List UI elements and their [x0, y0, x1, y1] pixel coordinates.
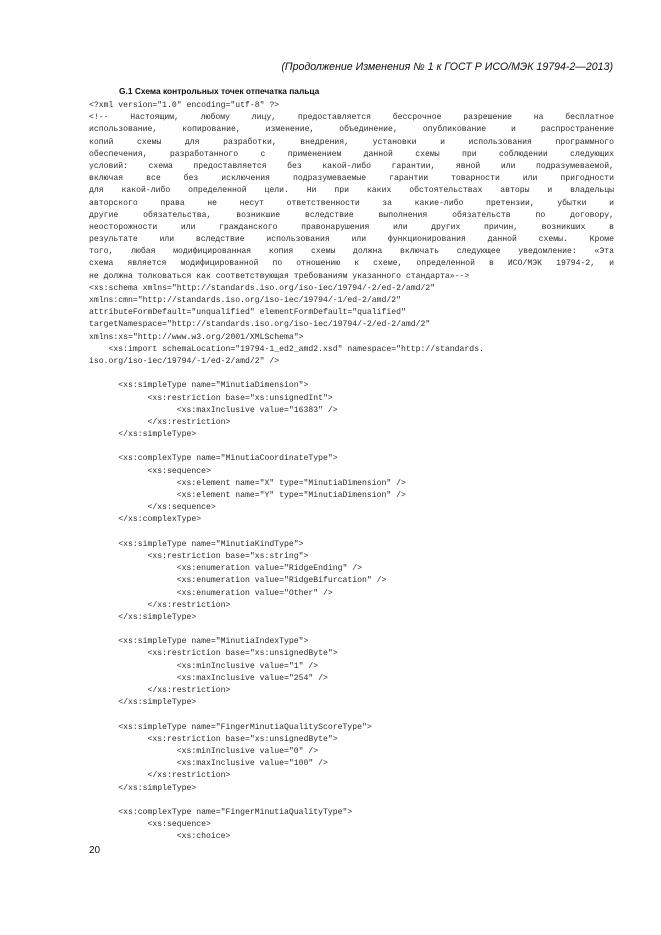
code-line: <xs:simpleType name="MinutiaDimension"> [89, 381, 309, 391]
code-line: <xs:enumeration value="RidgeEnding" /> [89, 564, 363, 574]
code-blank-line [89, 527, 614, 539]
page-number: 20 [89, 845, 101, 856]
code-blank-line [89, 795, 614, 807]
code-line: <xs:sequence> [89, 820, 211, 830]
code-line: </xs:restriction> [89, 771, 231, 781]
code-line: <xs:restriction base="xs:unsignedInt"> [89, 393, 333, 403]
code-line: <xs:maxInclusive value="254" /> [89, 673, 328, 683]
code-line: <xs:schema xmlns="http://standards.iso.org/iso-iec/19794/-2/ed-2/amd/2" [89, 283, 436, 293]
code-line: <xs:sequence> [89, 466, 211, 476]
code-line: копий схемы для разработки, внедрения, установки и использования программного [89, 137, 614, 147]
code-line: схема является модифицированной по отношению к схеме, определенной в ИСО/МЭК 19794-2, и [89, 259, 614, 269]
code-line: авторского права не несут ответственности за какие-либо претензии, убытки и [89, 198, 614, 208]
code-line: xmlns:cmn="http://standards.iso.org/iso-iec/19794/-1/ed-2/amd/2" [89, 296, 402, 305]
code-line: другие обязательства, возникшие вследствие выполнения обязательств по договору, [89, 210, 614, 220]
code-line: результате или вследствие использования или функционирования данной схемы. Кроме [89, 235, 614, 245]
code-line: <xs:restriction base="xs:unsignedByte"> [89, 734, 338, 744]
code-line: </xs:sequence> [89, 503, 216, 513]
code-line: <xs:element name="Y" type="MinutiaDimension" /> [89, 491, 406, 500]
code-line: </xs:restriction> [89, 686, 231, 695]
code-blank-line [89, 368, 614, 380]
code-line: <xs:enumeration value="RidgeBifurcation" /> [89, 576, 387, 586]
code-line: </xs:simpleType> [89, 612, 197, 622]
code-line: использование, копирование, изменение, объединение, опубликование и распространение [89, 125, 614, 135]
code-line: <xs:enumeration value="Other" /> [89, 588, 333, 598]
code-line: <xs:maxInclusive value="16383" /> [89, 405, 338, 415]
xml-schema-code-block [89, 100, 614, 843]
code-line: <xs:complexType name="FingerMinutiaQualityType"> [89, 807, 353, 817]
code-line: <xs:complexType name="MinutiaCoordinateType"> [89, 454, 338, 464]
code-line: <xs:restriction base="xs:unsignedByte"> [89, 649, 338, 659]
code-line: xmlns:xs="http://www.w3.org/2001/XMLSchema"> [89, 332, 304, 342]
code-line: </xs:complexType> [89, 515, 202, 525]
code-line: <?xml version="1.0" encoding="utf-8" ?> [89, 101, 280, 110]
code-line: <xs:simpleType name="MinutiaKindType"> [89, 539, 304, 549]
code-line: обеспечения, разработанного с применением данной схемы при соблюдении следующих [89, 149, 614, 159]
code-line: iso.org/iso-iec/19794/-1/ed-2/amd/2" /> [89, 356, 280, 366]
code-line: </xs:restriction> [89, 600, 231, 610]
code-line: </xs:simpleType> [89, 430, 197, 440]
code-line: </xs:simpleType> [89, 783, 197, 793]
code-line: <xs:simpleType name="MinutiaIndexType"> [89, 637, 309, 647]
code-line: <xs:minInclusive value="0" /> [89, 746, 319, 756]
code-line: включая все без исключения подразумеваемые гарантии товарности или пригодности [89, 174, 614, 184]
code-blank-line [89, 441, 614, 453]
code-blank-line [89, 709, 614, 721]
code-line: для какой-либо определенной цели. Ни при каких обстоятельствах авторы и владельцы [89, 186, 614, 196]
code-line: attributeFormDefault="unqualified" elementFormDefault="qualified" [89, 308, 406, 318]
code-blank-line [89, 624, 614, 636]
code-line: <xs:import schemaLocation="19794-1_ed2_amd2.xsd" namespace="http://standards. [89, 344, 484, 354]
code-line: не должна толковаться как соответствующая требованиям указанного стандарта»--> [89, 271, 470, 281]
code-line: <xs:restriction base="xs:string"> [89, 551, 309, 561]
code-line: <!-- Настоящим, любому лицу, предоставляется бессрочное разрешение на бесплатное [89, 113, 614, 123]
code-line: того, любая модифицированная копия схемы должна включать следующее уведомление: «Эта [89, 247, 614, 257]
code-line: <xs:minInclusive value="1" /> [89, 661, 319, 671]
code-line: <xs:choice> [89, 832, 231, 842]
code-line: <xs:maxInclusive value="100" /> [89, 759, 328, 769]
code-line: </xs:simpleType> [89, 698, 197, 708]
code-line: условий: схема предоставляется без какой-либо гарантии, явной или подразумеваемой, [89, 161, 614, 171]
code-line: <xs:simpleType name="FingerMinutiaQualityScoreType"> [89, 722, 372, 732]
code-line: </xs:restriction> [89, 417, 231, 427]
section-title: G.1 Схема контрольных точек отпечатка пальца [119, 86, 320, 96]
code-line: <xs:element name="X" type="MinutiaDimension" /> [89, 478, 406, 488]
code-line: неосторожности или гражданского правонарушения или других причин, возникших в [89, 222, 614, 232]
code-line: targetNamespace="http://standards.iso.org/iso-iec/19794/-2/ed-2/amd/2" [89, 320, 431, 330]
running-header: (Продолжение Изменения № 1 к ГОСТ Р ИСО/МЭК 19794-2—2013) [281, 61, 613, 73]
